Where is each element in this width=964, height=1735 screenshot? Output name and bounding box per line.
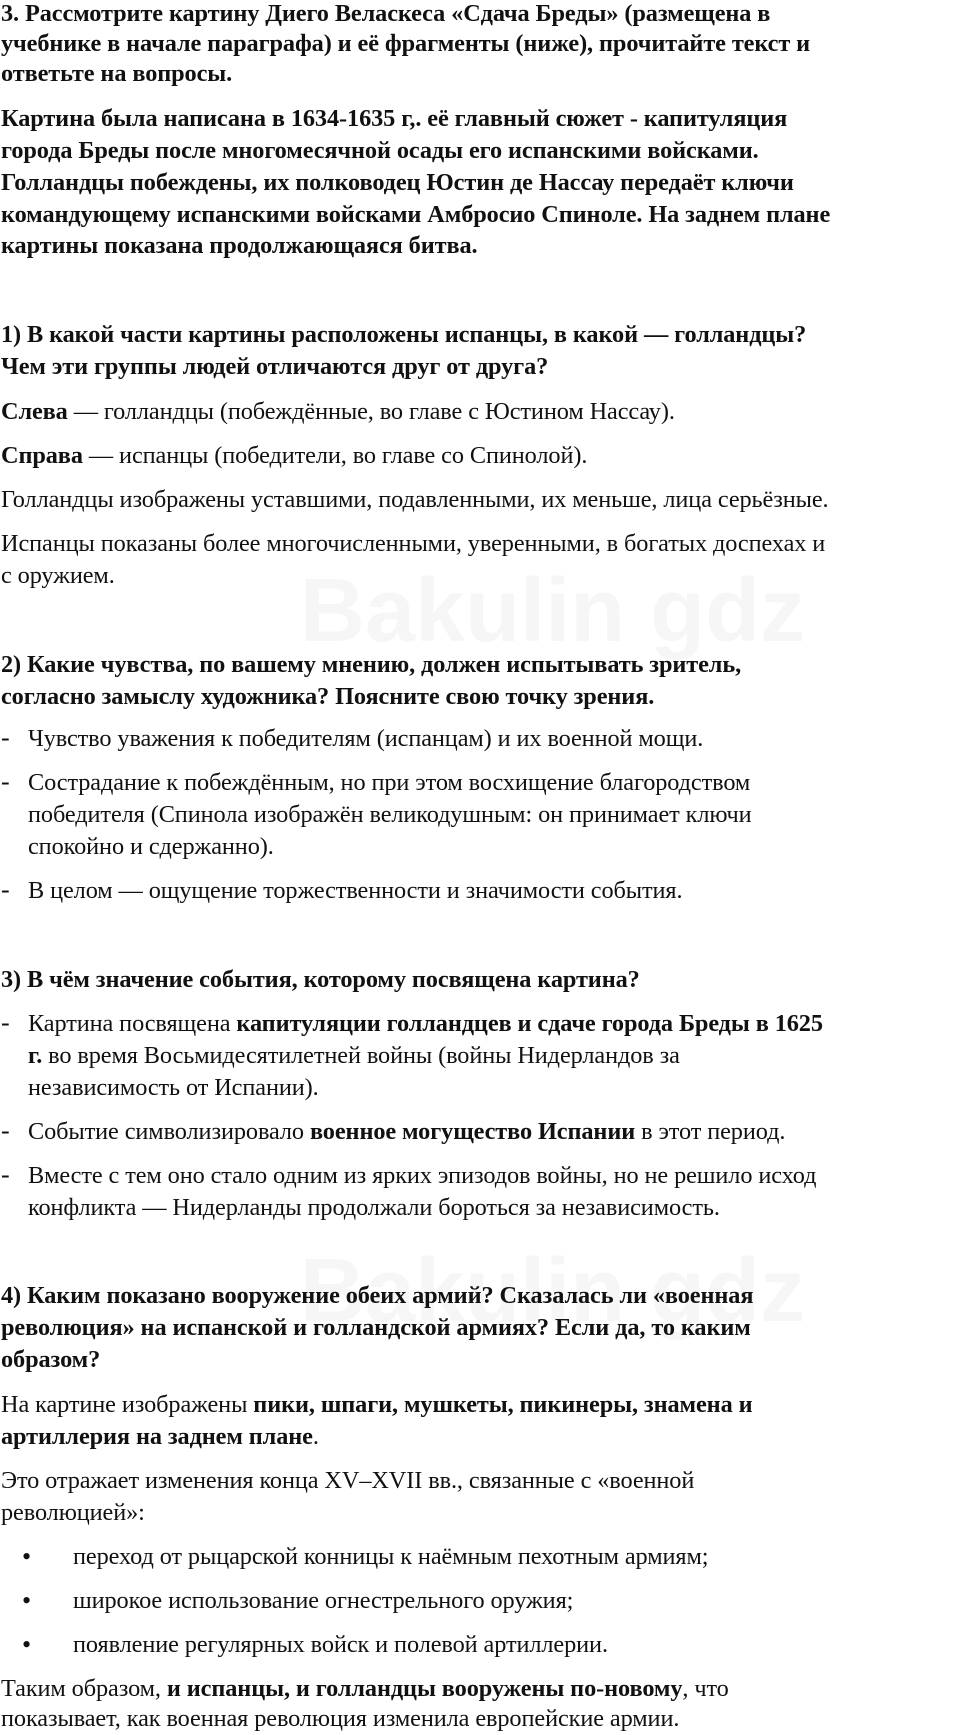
list-item: В целом — ощущение торжественности и значимости события. — [28, 877, 683, 904]
answer-emphasis: пики, шпаги, мушкеты, пикинеры, знамена и — [253, 1391, 753, 1418]
list-item-emphasis: капитуляции голландцев и сдаче города Бреды в 1625 — [236, 1010, 823, 1037]
conclusion-text: Таким образом, — [1, 1675, 167, 1702]
answer-left-text: — голландцы (побеждённые, во главе с Юстином Нассау). — [67, 398, 675, 425]
conclusion-text: , что — [682, 1675, 729, 1702]
question-3: 3) В чём значение события, которому посвящена картина? — [1, 966, 640, 993]
question-4: образом? — [1, 1346, 101, 1373]
answer-paragraph: с оружием. — [1, 562, 115, 589]
question-4: революция» на испанской и голландской армиях? Если да, то каким — [1, 1314, 751, 1341]
answer-paragraph: Испанцы показаны более многочисленными, уверенными, в богатых доспехах и — [1, 530, 826, 557]
list-item — [28, 1008, 823, 1040]
dash-marker: - — [1, 875, 10, 904]
answer-paragraph — [1, 1389, 753, 1421]
task-text: 3. Рассмотрите картину Диего Веласкеса «Сдача Бреды» (размещена в — [1, 0, 771, 27]
conclusion-emphasis: и испанцы, и голландцы вооружены по-новому — [166, 1675, 683, 1702]
list-item-text: во время Восьмидесятилетней войны (войны Нидерландов за — [42, 1042, 680, 1069]
answer-right-text: — испанцы (победители, во главе со Спинолой). — [82, 442, 588, 469]
list-item-emphasis: военное могущество Испании — [309, 1118, 636, 1145]
bullet-item: появление регулярных войск и полевой артиллерии. — [73, 1631, 608, 1658]
question-1: 1) В какой части картины расположены испанцы, в какой — голландцы? — [1, 321, 807, 348]
list-item: конфликта — Нидерланды продолжали бороться за независимость. — [28, 1194, 720, 1221]
answer-text: На картине изображены — [1, 1391, 254, 1418]
list-item — [28, 1116, 785, 1148]
bullet-marker: • — [22, 1630, 32, 1659]
conclusion: показывает, как военная революция изменила европейские армии. — [1, 1705, 680, 1732]
intro-text: командующему испанскими войсками Амбросио Спиноле. На заднем плане — [1, 201, 831, 228]
answer-left — [1, 396, 675, 428]
intro-text: картины показана продолжающаяся битва. — [1, 232, 478, 259]
conclusion — [1, 1673, 729, 1705]
bullet-marker: • — [22, 1586, 32, 1615]
answer-paragraph: Это отражает изменения конца XV–XVII вв., связанные с «военной — [1, 1467, 695, 1494]
answer-paragraph: революцией»: — [1, 1499, 145, 1526]
list-item: Сострадание к побеждённым, но при этом восхищение благородством — [28, 769, 751, 796]
list-item-emphasis: г. — [28, 1042, 43, 1069]
list-item: Вместе с тем оно стало одним из ярких эпизодов войны, но не решило исход — [28, 1162, 817, 1189]
intro-text: Картина была написана в 1634-1635 г,. её главный сюжет - капитуляция — [1, 105, 788, 132]
answer-right-label: Справа — [1, 442, 83, 469]
question-4: 4) Каким показано вооружение обеих армий? Сказалась ли «военная — [1, 1282, 754, 1309]
dash-marker: - — [1, 1160, 10, 1189]
dash-marker: - — [1, 1116, 10, 1145]
list-item — [28, 1040, 680, 1072]
answer-paragraph — [1, 1421, 319, 1453]
bullet-item: широкое использование огнестрельного оружия; — [73, 1587, 574, 1614]
answer-emphasis: артиллерия на заднем плане — [1, 1423, 313, 1450]
list-item-text: Картина посвящена — [28, 1010, 237, 1037]
task-text: учебнике в начале параграфа) и её фрагменты (ниже), прочитайте текст и — [1, 30, 811, 57]
list-item: победителя (Спинола изображён великодушным: он принимает ключи — [28, 801, 752, 828]
answer-text: . — [312, 1423, 319, 1450]
watermark — [300, 560, 805, 663]
dash-marker: - — [1, 723, 10, 752]
bullet-item: переход от рыцарской конницы к наёмным пехотным армиям; — [73, 1543, 709, 1570]
list-item-text: в этот период. — [635, 1118, 786, 1145]
dash-marker: - — [1, 767, 10, 796]
list-item: независимость от Испании). — [28, 1074, 319, 1101]
answer-right — [1, 440, 587, 472]
question-1: Чем эти группы людей отличаются друг от друга? — [1, 353, 549, 380]
question-2: 2) Какие чувства, по вашему мнению, должен испытывать зритель, — [1, 651, 742, 678]
list-item-text: Событие символизировало — [28, 1118, 310, 1145]
task-text: ответьте на вопросы. — [1, 60, 233, 87]
answer-left-label: Слева — [1, 398, 68, 425]
bullet-marker: • — [22, 1542, 32, 1571]
answer-paragraph: Голландцы изображены уставшими, подавленными, их меньше, лица серьёзные. — [1, 486, 829, 513]
dash-marker: - — [1, 1008, 10, 1037]
list-item: Чувство уважения к победителям (испанцам) и их военной мощи. — [28, 725, 704, 752]
question-2: согласно замыслу художника? Поясните свою точку зрения. — [1, 683, 655, 710]
intro-text: города Бреды после многомесячной осады его испанскими войсками. — [1, 137, 759, 164]
list-item: спокойно и сдержанно). — [28, 833, 274, 860]
intro-text: Голландцы побеждены, их полководец Юстин де Нассау передаёт ключи — [1, 169, 794, 196]
